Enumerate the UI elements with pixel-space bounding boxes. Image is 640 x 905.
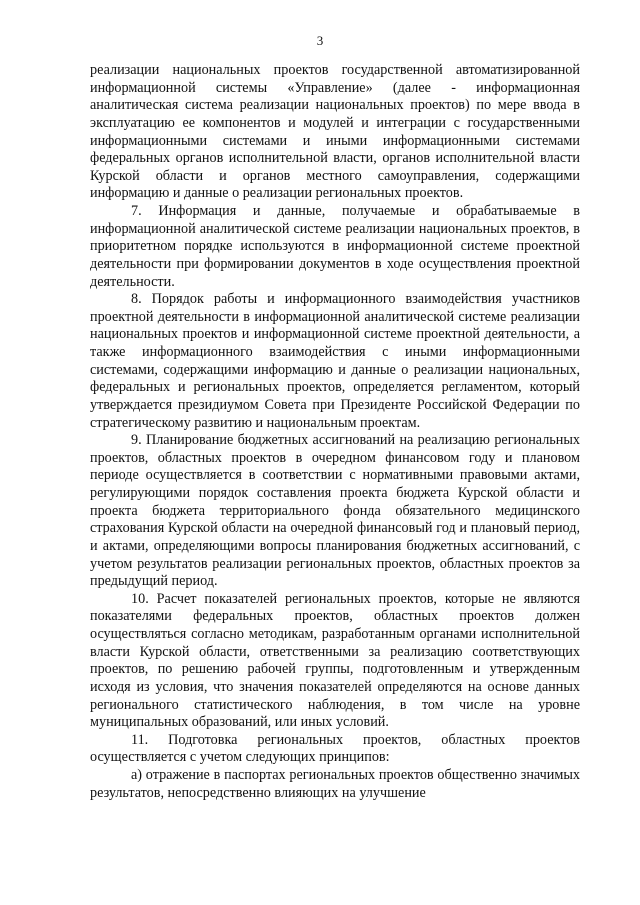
paragraph-item-9: 9. Планирование бюджетных ассигнований на реализацию региональных проектов, областных проектов в очередном финансовом году и плановом периоде осуществляется в соответствии с нормативными правовыми актами, регулирующими порядок составления проекта бюджета Курской области и проекта бюджета территориального фонда обязательного медицинского страхования Курской области на очередной финансовый год и плановый период, и актами, определяющими вопросы планирования бюджетных ассигнований, с учетом результатов реализации региональных проектов, областных проектов за предыдущий период. xyxy=(90,432,580,590)
paragraph-item-11: 11. Подготовка региональных проектов, областных проектов осуществляется с учетом следующих принципов: xyxy=(90,731,580,766)
page-number: 3 xyxy=(316,33,324,48)
paragraph-subitem-a: а) отражение в паспортах региональных проектов общественно значимых результатов, непосредственно влияющих на улучшение xyxy=(90,767,580,801)
paragraph-item-10: 10. Расчет показателей региональных проектов, которые не являются показателями федеральных проектов, областных проектов должен осуществляться согласно методикам, разработанным органами исполнительной власти Курской области, ответственными за реализацию соответствующих проектов, по решению рабочей группы, подготовленным и утвержденным исходя из условия, что значения показателей определяются на основе данных регионального статистического наблюдения, в том числе на уровне муниципальных образований, или иных условий. xyxy=(90,590,580,731)
paragraph-continuation: реализации национальных проектов государственной автоматизированной информационной системы «Управление» (далее - информационная аналитическая система реализации национальных проектов) по мере ввода в эксплуатацию ее компонентов и модулей и интеграции с государственными информационными системами и иными информационными системами федеральных органов исполнительной власти, органов исполнительной власти Курской области и органов местного самоуправления, содержащими информацию и данные о реализации региональных проектов. xyxy=(90,62,580,202)
document-body xyxy=(90,62,580,802)
paragraph-item-7: 7. Информация и данные, получаемые и обрабатываемые в информационной аналитической системе реализации национальных проектов, в приоритетном порядке используются в информационной системе проектной деятельности при формировании документов в ходе осуществления проектной деятельности. xyxy=(90,203,580,290)
paragraph-item-8: 8. Порядок работы и информационного взаимодействия участников проектной деятельности в информационной аналитической системе реализации национальных проектов и информационной системе проектной деятельности, а также информационного взаимодействия с иными информационными системами, содержащими информацию и данные о реализации национальных, федеральных и региональных проектов, определяется регламентом, который утверждается президиумом Совета при Президенте Российской Федерации по стратегическому развитию и национальным проектам. xyxy=(90,291,580,431)
